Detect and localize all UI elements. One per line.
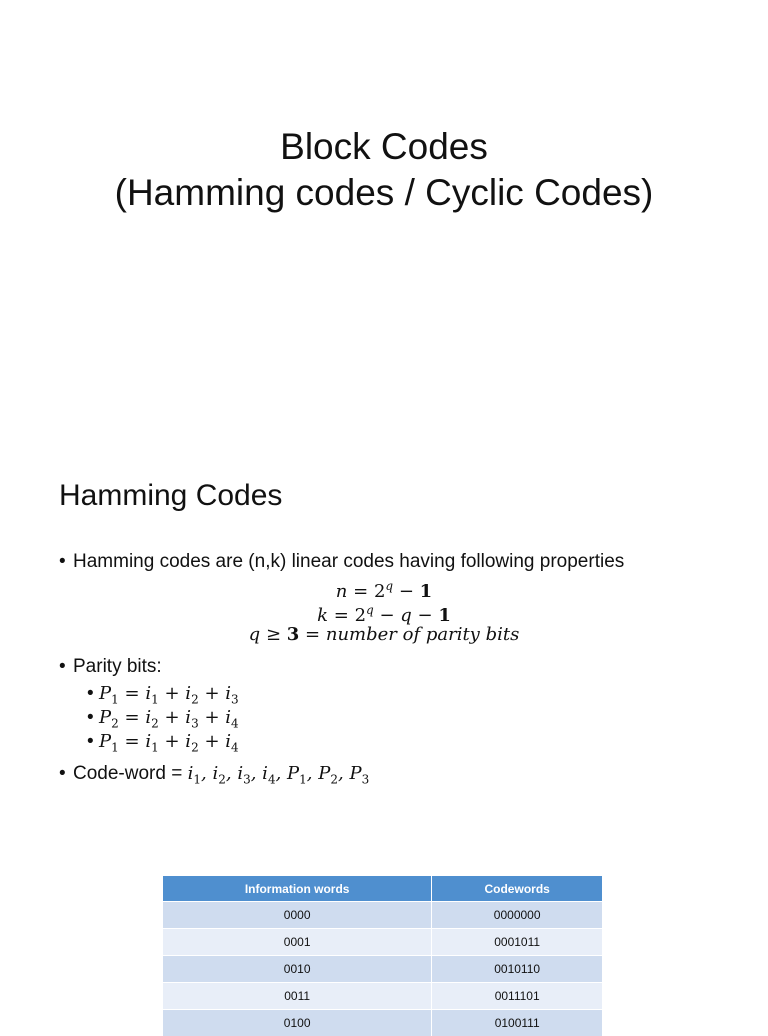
formula-k: k = 2$^q$ − q − 1 (0, 598, 768, 628)
codeword-label: Code-word = (73, 763, 188, 784)
bullet-codeword (59, 762, 369, 792)
table-cell: 0011 (163, 983, 432, 1010)
table-row (163, 956, 602, 983)
column-header-information-words: Information words (163, 876, 432, 902)
title-line-2: (Hamming codes / Cyclic Codes) (0, 170, 768, 216)
bullet-dot: • (59, 550, 73, 574)
hamming-slide (0, 440, 768, 1024)
formula-q: q ≥ 3 = number of parity bits (0, 622, 768, 647)
table-row (163, 929, 602, 956)
table-cell: 0010 (163, 956, 432, 983)
column-header-codewords: Codewords (432, 876, 602, 902)
bullet-dot: • (59, 762, 73, 786)
title-slide (0, 0, 768, 440)
slide-title (0, 124, 768, 216)
bullet-dot: • (59, 655, 73, 679)
table-cell: 0010110 (432, 956, 602, 983)
bullet-parity (59, 655, 162, 679)
table-cell: 0000000 (432, 902, 602, 929)
table-header-row (163, 876, 602, 902)
table-cell: 0100 (163, 1010, 432, 1036)
bullet-definition (59, 550, 624, 574)
bullet-definition-text: Hamming codes are (n,k) linear codes having following properties (73, 551, 624, 572)
table-cell: 0000 (163, 902, 432, 929)
bullet-parity-text: Parity bits: (73, 656, 162, 677)
formula-n: n = 2$^q$ − 1 (0, 574, 768, 604)
table-cell: 0001 (163, 929, 432, 956)
table-row (163, 983, 602, 1010)
codeword-expression: $i_1$, $i_2$, $i_3$, $i_4$, $P_1$, $P_2$, $P_3$ (188, 763, 370, 784)
parity-eq-2: • $P_2 = i_2 + i_3 + i_4$ (87, 706, 239, 736)
table-cell: 0011101 (432, 983, 602, 1010)
parity-eq-1: • $P_1 = i_1 + i_2 + i_3$ (87, 682, 239, 712)
table-row (163, 902, 602, 929)
table-row (163, 1010, 602, 1036)
table-cell: 0001011 (432, 929, 602, 956)
section-heading: Hamming Codes (59, 477, 282, 515)
title-line-1: Block Codes (0, 124, 768, 170)
table-cell: 0100111 (432, 1010, 602, 1036)
parity-eq-3: • $P_1 = i_1 + i_2 + i_4$ (87, 730, 239, 760)
codeword-table (163, 876, 602, 1036)
